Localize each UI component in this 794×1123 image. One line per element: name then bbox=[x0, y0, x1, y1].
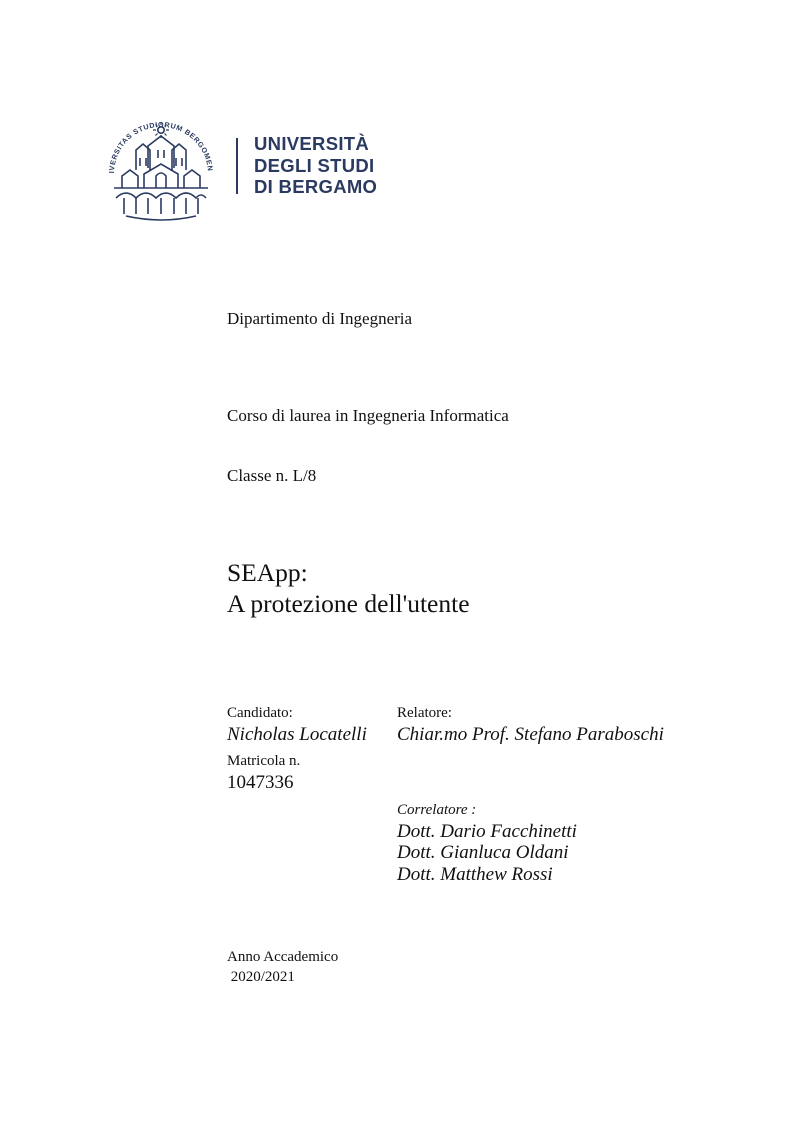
university-name-line-1: UNIVERSITÀ bbox=[254, 133, 370, 154]
university-name bbox=[254, 133, 377, 198]
co-supervisor-name: Dott. Gianluca Oldani bbox=[397, 842, 569, 863]
supervisor-name: Chiar.mo Prof. Stefano Paraboschi bbox=[397, 724, 664, 745]
thesis-title-line-1: SEApp: bbox=[227, 558, 308, 587]
matricola-number: 1047336 bbox=[227, 772, 294, 793]
thesis-title-line-2: A protezione dell'utente bbox=[227, 589, 470, 618]
university-name-line-3: DI BERGAMO bbox=[254, 176, 378, 197]
co-supervisor-label: Correlatore : bbox=[397, 802, 477, 818]
university-seal-logo bbox=[100, 112, 222, 222]
department: Dipartimento di Ingegneria bbox=[227, 309, 413, 328]
degree-class: Classe n. L/8 bbox=[227, 466, 317, 485]
candidate-label: Candidato: bbox=[227, 705, 293, 721]
co-supervisor-name: Dott. Dario Facchinetti bbox=[397, 821, 577, 842]
academic-year-value: 2020/2021 bbox=[227, 969, 295, 985]
academic-year-label: Anno Accademico bbox=[227, 949, 339, 965]
course: Corso di laurea in Ingegneria Informatica bbox=[227, 406, 509, 425]
supervisor-label: Relatore: bbox=[397, 705, 452, 721]
logo-divider bbox=[236, 138, 238, 194]
candidate-name: Nicholas Locatelli bbox=[227, 724, 367, 745]
university-name-line-2: DEGLI STUDI bbox=[254, 154, 375, 176]
seal-text: IVERSITAS STUDIORUM BERGOMEN bbox=[106, 119, 215, 174]
co-supervisor-name: Dott. Matthew Rossi bbox=[397, 864, 553, 885]
matricola-label: Matricola n. bbox=[227, 753, 301, 769]
svg-text:UNIVERSITAS STUDIORUM BERGOMEN bbox=[100, 112, 215, 173]
